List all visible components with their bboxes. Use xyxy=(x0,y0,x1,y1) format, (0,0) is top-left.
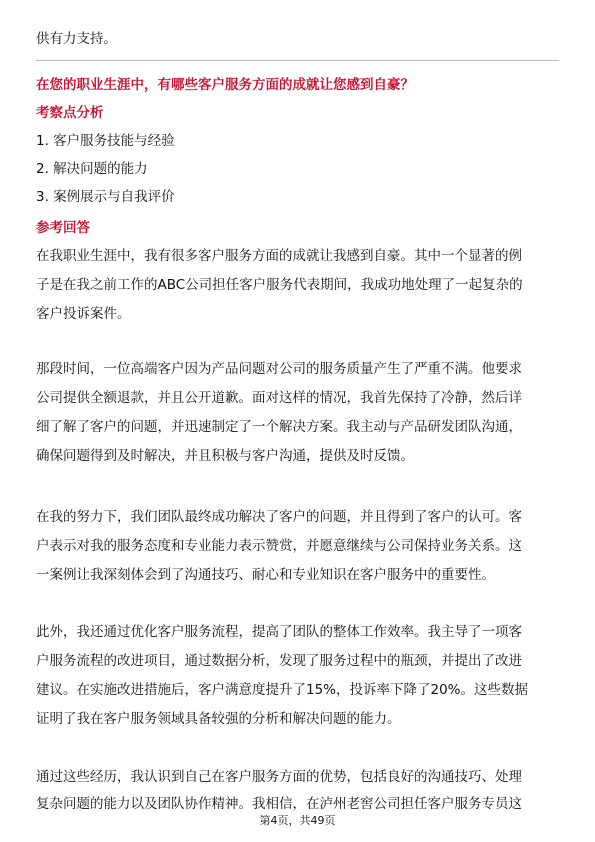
section-divider xyxy=(36,60,559,61)
paragraph-line: 户服务流程的改进项目，通过数据分析，发现了服务过程中的瓶颈，并提出了改进 xyxy=(36,653,522,669)
paragraph-line: 通过这些经历，我认识到自己在客户服务方面的优势，包括良好的沟通技巧、处理 xyxy=(36,769,522,785)
paragraph-line: 户表示对我的服务态度和专业能力表示赞赏，并愿意继续与公司保持业务关系。这 xyxy=(36,538,522,554)
page-number-footer: 第4页，共49页 xyxy=(259,814,336,827)
paragraph-line: 证明了我在客户服务领域具备较强的分析和解决问题的能力。 xyxy=(36,711,401,727)
paragraph-line: 一案例让我深刻体会到了沟通技巧、耐心和专业知识在客户服务中的重要性。 xyxy=(36,567,495,583)
paragraph-line: 公司提供全额退款，并且公开道歉。面对这样的情况，我首先保持了冷静，然后详 xyxy=(36,390,522,406)
analysis-item: 3. 案例展示与自我评价 xyxy=(36,189,175,205)
paragraph-line: 子是在我之前工作的ABC公司担任客户服务代表期间，我成功地处理了一起复杂的 xyxy=(36,277,523,293)
intro-tail-text: 供有力支持。 xyxy=(36,31,117,47)
analysis-item: 2. 解决问题的能力 xyxy=(36,161,148,177)
paragraph-line: 在我职业生涯中，我有很多客户服务方面的成就让我感到自豪。其中一个显著的例 xyxy=(36,248,522,264)
paragraph-line: 在我的努力下，我们团队最终成功解决了客户的问题，并且得到了客户的认可。客 xyxy=(36,509,522,525)
analysis-item: 1. 客户服务技能与经验 xyxy=(36,133,175,149)
paragraph-line: 复杂问题的能力以及团队协作精神。我相信，在泸州老窖公司担任客户服务专员这 xyxy=(36,796,522,812)
paragraph-line: 细了解了客户的问题，并迅速制定了一个解决方案。我主动与产品研发团队沟通， xyxy=(36,419,522,435)
question-heading: 在您的职业生涯中，有哪些客户服务方面的成就让您感到自豪？ xyxy=(36,77,414,93)
paragraph-line: 那段时间，一位高端客户因为产品问题对公司的服务质量产生了严重不满。他要求 xyxy=(36,361,522,377)
analysis-heading: 考察点分析 xyxy=(36,105,104,121)
paragraph-line: 此外，我还通过优化客户服务流程，提高了团队的整体工作效率。我主导了一项客 xyxy=(36,624,522,640)
answer-heading: 参考回答 xyxy=(36,220,90,236)
paragraph-line: 客户投诉案件。 xyxy=(36,306,131,322)
paragraph-line: 确保问题得到及时解决，并且积极与客户沟通，提供及时反馈。 xyxy=(36,448,414,464)
paragraph-line: 建议。在实施改进措施后，客户满意度提升了15%，投诉率下降了20%。这些数据 xyxy=(36,682,529,698)
document-page xyxy=(36,0,559,842)
